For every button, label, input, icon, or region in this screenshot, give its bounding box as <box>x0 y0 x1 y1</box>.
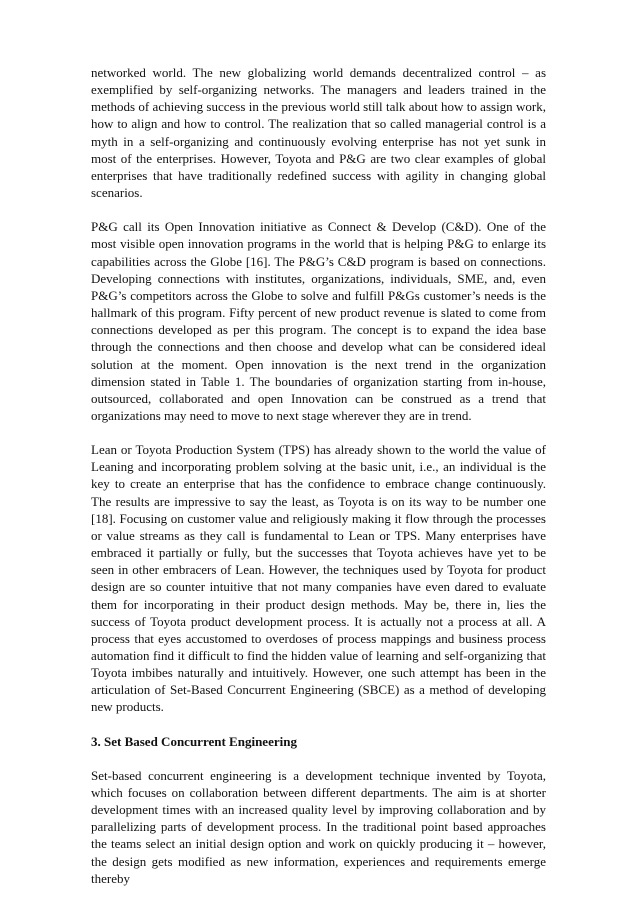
document-page <box>91 64 546 904</box>
paragraph-connect-develop: P&G call its Open Innovation initiative as Connect & Develop (C&D). One of the most visible open innovation programs in the world that is helping P&G to enlarge its capabilities across the Globe [16]. The P&G’s C&D program is based on connections. Developing connections with institutes, organizations, individuals, SME, and, even P&G’s competitors across the Globe to solve and fulfill P&Gs customer’s needs is the hallmark of this program. Fifty percent of new product revenue is slated to come from connections developed as per this program. The concept is to expand the idea base through the connections and then choose and develop what can be considered ideal solution at the moment. Open innovation is the next trend in the organization dimension stated in Table 1. The boundaries of organization starting from in-house, outsourced, collaborated and open Innovation can be construed as a trend that organizations may need to move to next stage wherever they are in trend. <box>91 219 546 423</box>
paragraph-set-based: Set-based concurrent engineering is a development technique invented by Toyota, which focuses on collaboration between different departments. The aim is at shorter development times with an increased quality level by improving collaboration and by parallelizing parts of development process. In the traditional point based approaches the teams select an initial design option and work on quickly producing it – however, the design gets modified as new information, experiences and requirements emerge thereby <box>91 767 546 886</box>
paragraph-networked-world: networked world. The new globalizing world demands decentralized control – as exemplified by self-organizing networks. The managers and leaders trained in the methods of achieving success in the previous world still talk about how to assign work, how to align and how to control. The realization that so called managerial control is a myth in a self-organizing and continuously evolving enterprise has not yet sunk in most of the enterprises. However, Toyota and P&G are two clear examples of global enterprises that have traditionally redefined success with agility in changing global scenarios. <box>91 65 546 201</box>
section-heading: 3. Set Based Concurrent Engineering <box>91 733 297 749</box>
paragraph-lean-tps: Lean or Toyota Production System (TPS) has already shown to the world the value of Leaning and incorporating problem solving at the basic unit, i.e., an individual is the key to create an enterprise that has the confidence to embrace change continuously. The results are impressive to say the least, as Toyota is on its way to be number one [18]. Focusing on customer value and religiously making it flow through the processes or value streams as they call is fundamental to Lean or TPS. Many enterprises have embraced it partially or fully, but the successes that Toyota achieves have yet to be seen in other embracers of Lean. However, the techniques used by Toyota for product design are so counter intuitive that not many companies have even dared to evaluate them for incorporating in their product design methods. May be, there in, lies the success of Toyota product development process. It is actually not a process at all. A process that eyes accustomed to overdoses of process mappings and business process automation find it difficult to find the hidden value of learning and self-organizing that Toyota imbibes naturally and intuitively. However, one such attempt has been in the articulation of Set-Based Concurrent Engineering (SBCE) as a method of developing new products. <box>91 442 546 715</box>
